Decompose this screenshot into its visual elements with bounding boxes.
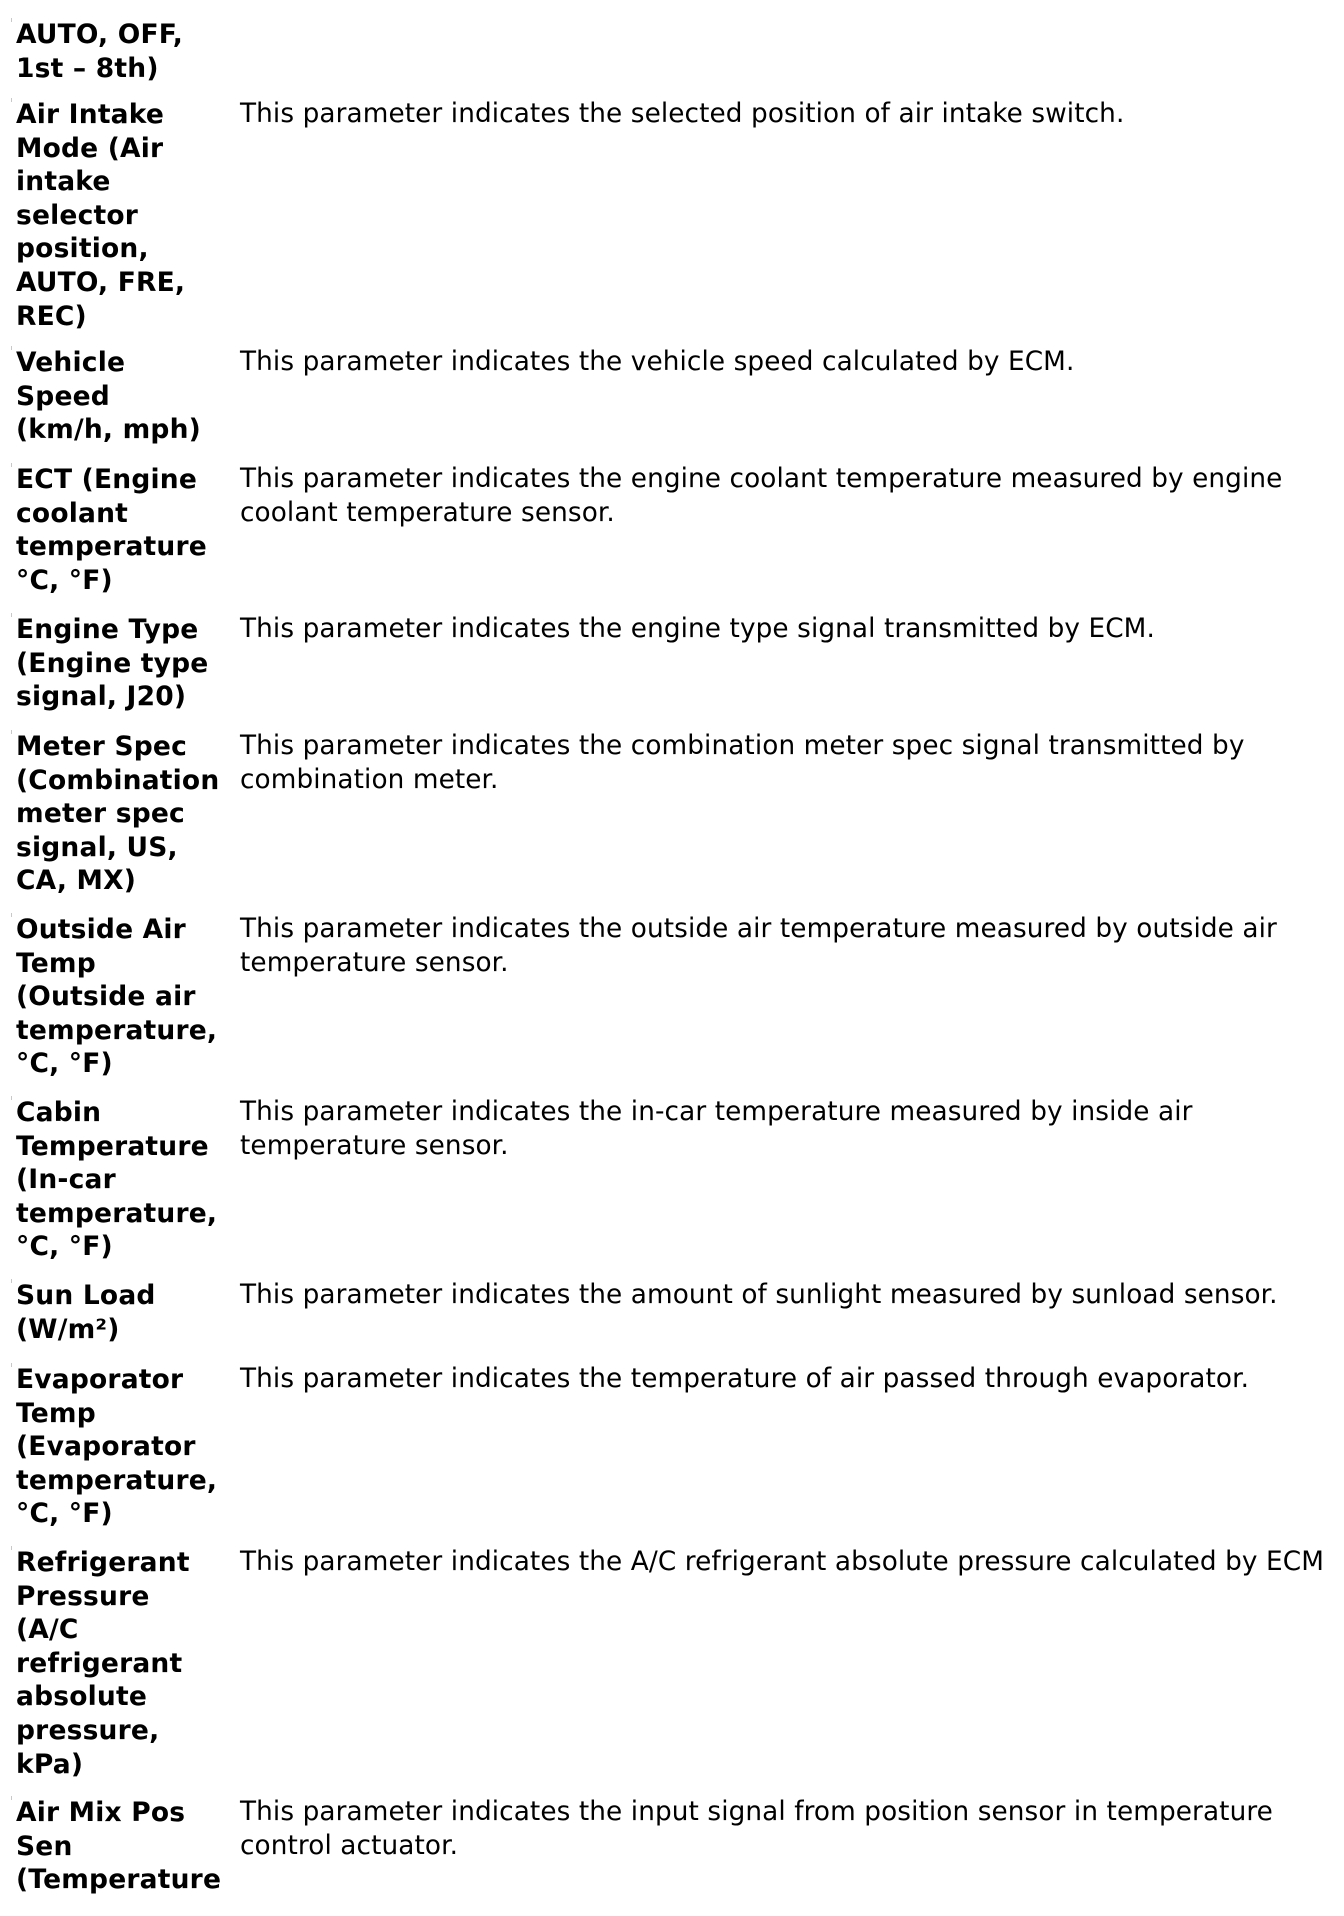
table-row [0,1796,1344,1916]
parameter-name: Air Mix Pos Sen (Temperature [16,1797,222,1896]
parameter-description: This parameter indicates the temperature of air passed through evaporator. [240,1364,1250,1394]
parameter-description: This parameter indicates the in-car temperature measured by inside air temperature sensor. [240,1097,1193,1161]
table-row [0,1279,1344,1363]
parameter-description [226,18,1344,98]
table-row [0,1546,1344,1796]
parameter-name: AUTO, OFF, 1st – 8th) [16,19,184,84]
parameter-name: Sun Load (W/m²) [16,1280,156,1345]
parameter-name: Cabin Temperature (In-car temperature, °C, °F) [16,1097,218,1263]
parameter-description: This parameter indicates the amount of sunlight measured by sunload sensor. [240,1280,1278,1310]
parameter-name: Air Intake Mode (Air intake selector position, AUTO, FRE, REC) [16,99,186,332]
table-row [0,730,1344,913]
parameter-name: Outside Air Temp (Outside air temperature, °C, °F) [16,914,218,1080]
parameter-description: This parameter indicates the engine coolant temperature measured by engine coolant temperature sensor. [240,464,1283,528]
parameter-name: Vehicle Speed (km/h, mph) [16,347,201,446]
parameter-name: Evaporator Temp (Evaporator temperature, °C, °F) [16,1364,218,1530]
parameter-name: Engine Type (Engine type signal, J20) [16,614,209,713]
parameter-description: This parameter indicates the selected position of air intake switch. [240,99,1125,129]
parameter-description: This parameter indicates the vehicle speed calculated by ECM. [240,347,1075,377]
table-row [0,98,1344,346]
parameter-description: This parameter indicates the outside air temperature measured by outside air temperature sensor. [240,914,1277,978]
table-row [0,1096,1344,1279]
table-row [0,18,1344,98]
parameter-name: Refrigerant Pressure (A/C refrigerant absolute pressure, kPa) [16,1547,190,1780]
table-row [0,463,1344,613]
parameter-name: ECT (Engine coolant temperature °C, °F) [16,464,207,596]
parameter-description: This parameter indicates the A/C refrigerant absolute pressure calculated by ECM [240,1547,1324,1577]
table-row [0,1363,1344,1546]
parameter-name: Meter Spec (Combination meter spec signal, US, CA, MX) [16,731,220,897]
parameter-description: This parameter indicates the engine type signal transmitted by ECM. [240,614,1155,644]
parameter-description: This parameter indicates the combination meter spec signal transmitted by combination meter. [240,731,1245,795]
table-row [0,913,1344,1096]
table-row [0,613,1344,730]
parameter-description: This parameter indicates the input signal from position sensor in temperature control actuator. [240,1797,1273,1861]
table-row [0,346,1344,463]
